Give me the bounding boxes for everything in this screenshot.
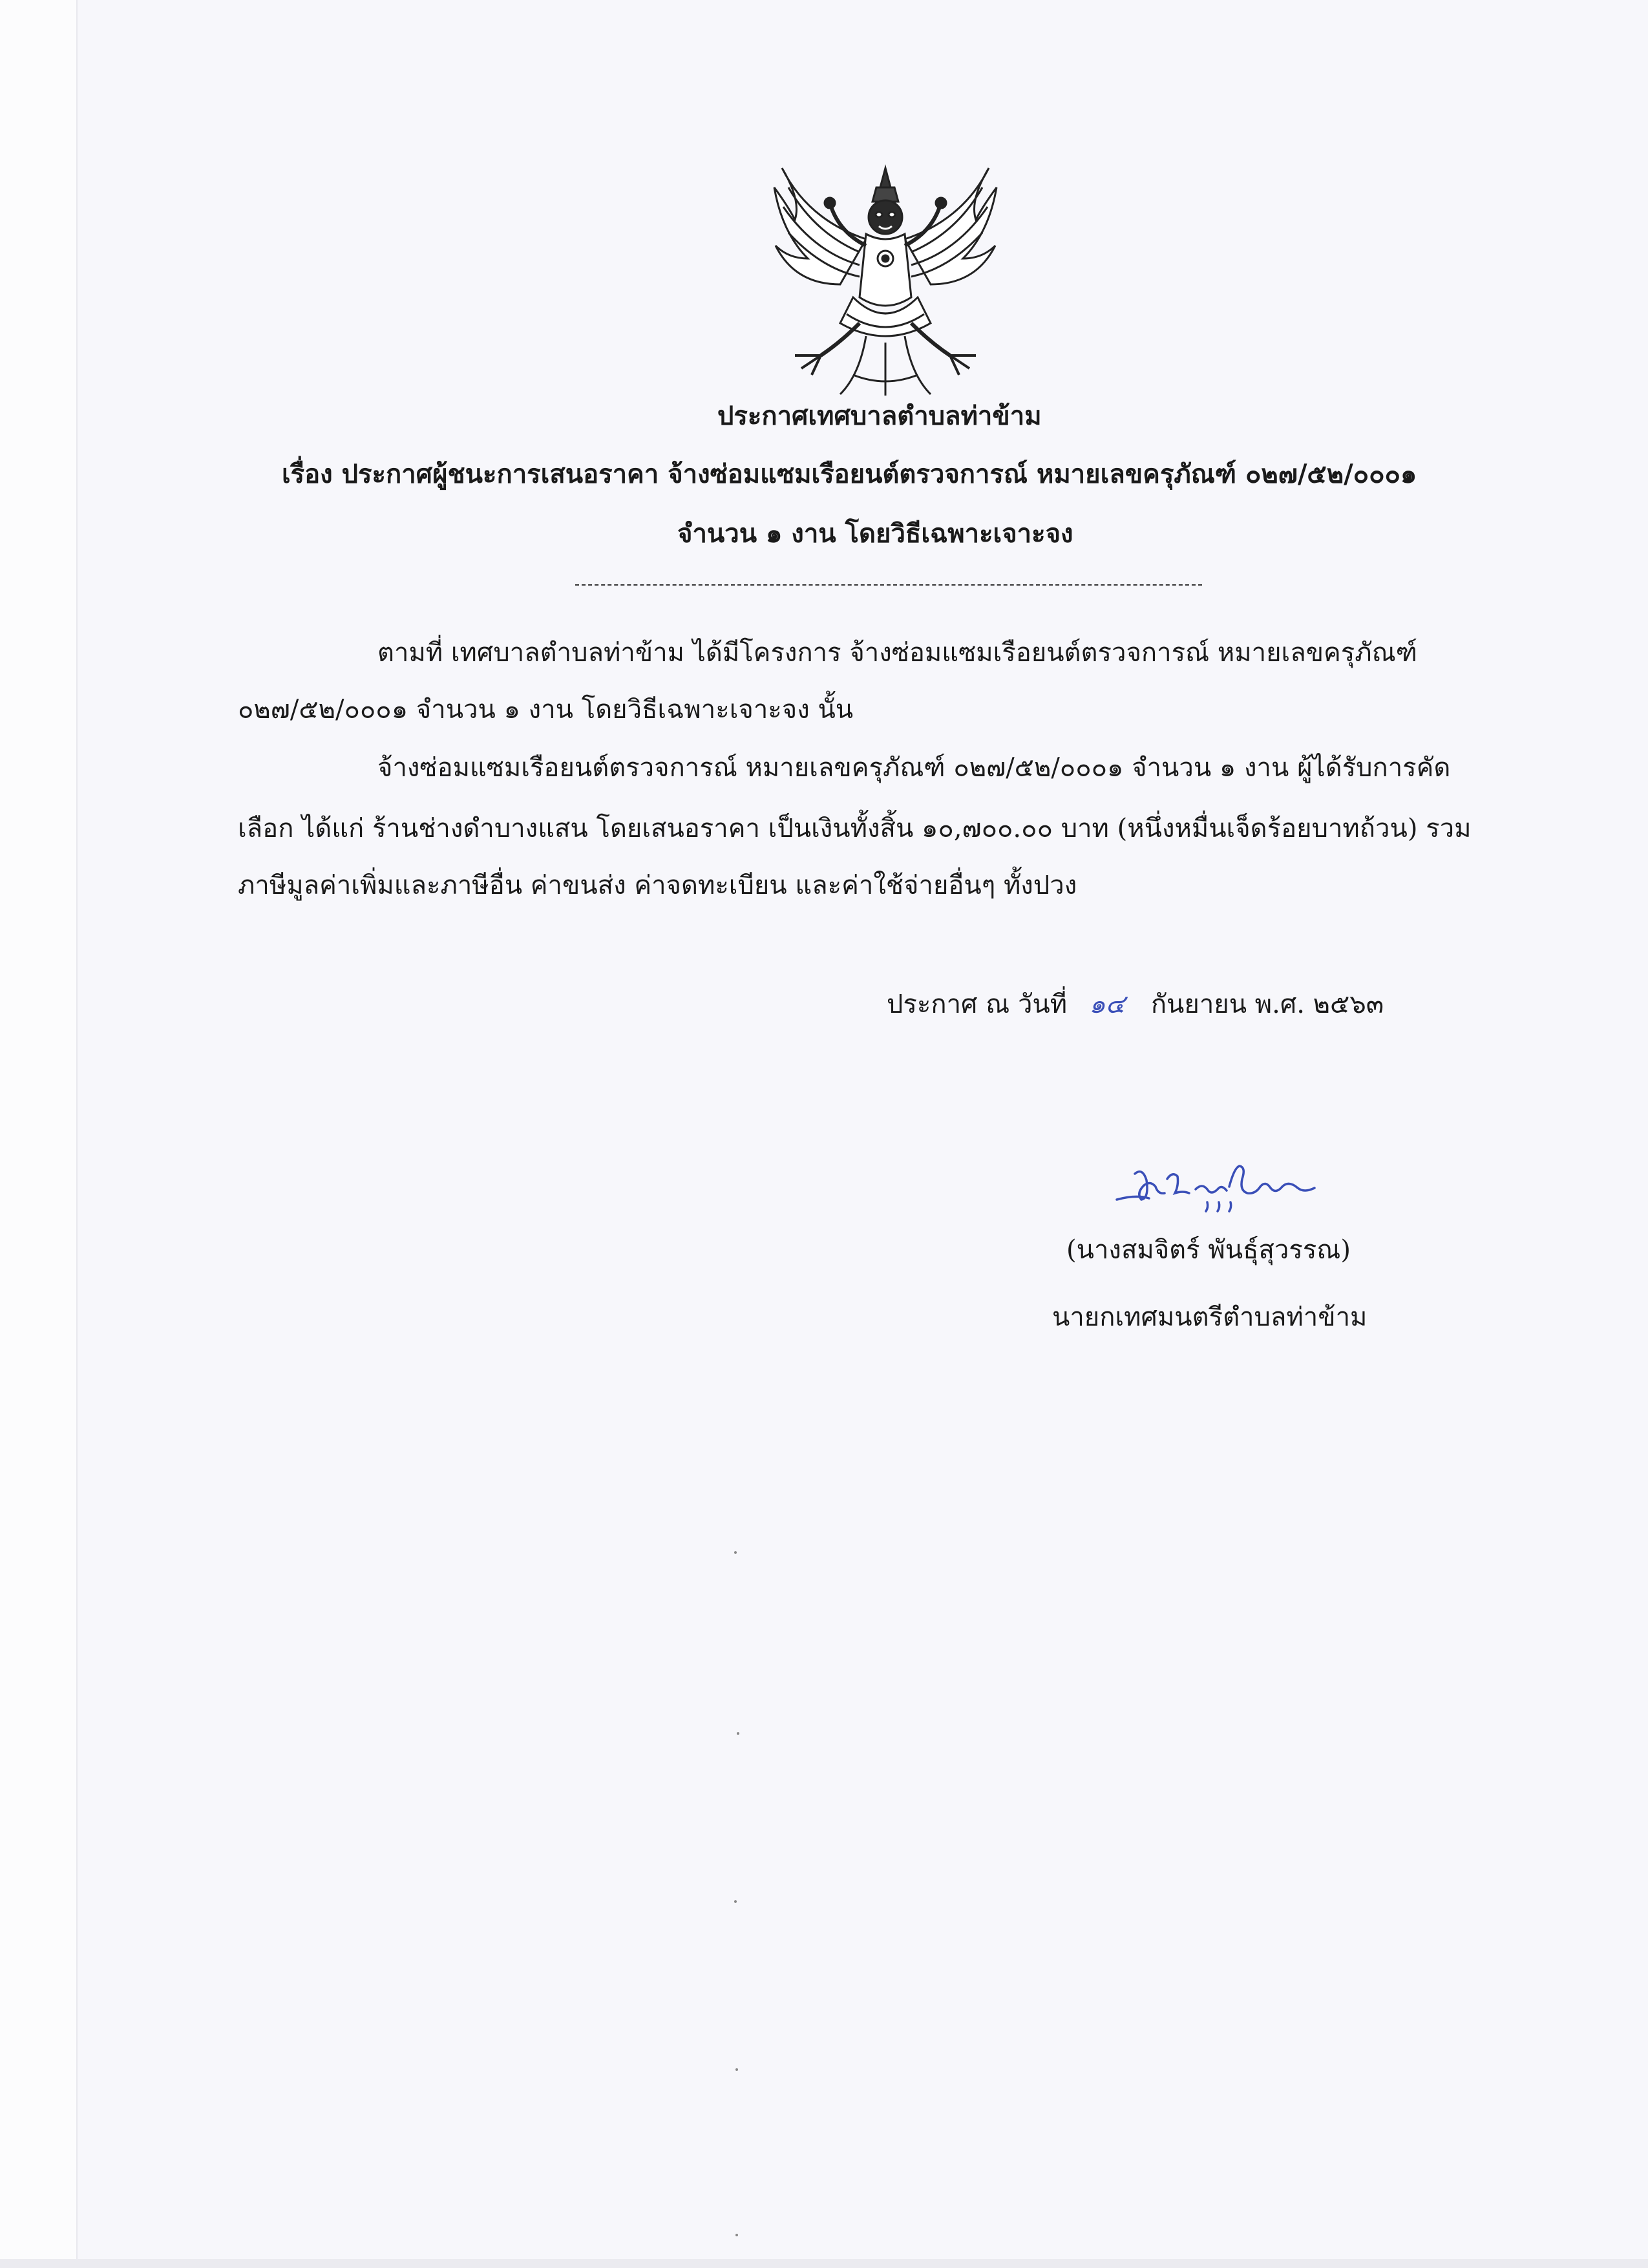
scan-page-edge	[0, 0, 78, 2268]
signatory-name: (นางสมจิตร์ พันธุ์สุวรรณ)	[1066, 1235, 1351, 1265]
paragraph-2-line-3: ภาษีมูลค่าเพิ่มและภาษีอื่น ค่าขนส่ง ค่าจดทะเบียน และค่าใช้จ่ายอื่นๆ ทั้งปวง	[238, 871, 1077, 900]
announcement-date	[887, 986, 1384, 1023]
scan-speck	[735, 2068, 738, 2071]
announcement-title: ประกาศเทศบาลตำบลท่าข้าม	[717, 401, 1042, 431]
garuda-emblem-icon	[769, 162, 1002, 401]
date-day-handwritten: ๑๔	[1089, 990, 1125, 1019]
announcement-subject: เรื่อง ประกาศผู้ชนะการเสนอราคา จ้างซ่อมแซมเรือยนต์ตรวจการณ์ หมายเลขครุภัณฑ์ ๐๒๗/๕๒/๐๐๐๑	[282, 459, 1417, 489]
paragraph-1-line-2: ๐๒๗/๕๒/๐๐๐๑ จำนวน ๑ งาน โดยวิธีเฉพาะเจาะจง นั้น	[238, 695, 854, 725]
scan-bottom-edge	[0, 2259, 1648, 2268]
signature-mark	[1110, 1148, 1321, 1219]
announcement-subject-line2: จำนวน ๑ งาน โดยวิธีเฉพาะเจาะจง	[677, 518, 1073, 549]
header-separator	[575, 584, 1202, 586]
date-prefix: ประกาศ ณ วันที่	[887, 990, 1068, 1019]
scan-speck	[735, 2234, 738, 2236]
paragraph-1-line-1: ตามที่ เทศบาลตำบลท่าข้าม ได้มีโครงการ จ้างซ่อมแซมเรือยนต์ตรวจการณ์ หมายเลขครุภัณฑ์	[377, 638, 1417, 668]
scan-speck	[734, 1900, 737, 1903]
scan-speck	[734, 1551, 737, 1554]
scan-speck	[737, 1732, 739, 1735]
date-month-year: กันยายน พ.ศ. ๒๕๖๓	[1150, 990, 1384, 1019]
signatory-position: นายกเทศมนตรีตำบลท่าข้าม	[1052, 1302, 1368, 1332]
paragraph-2-line-2: เลือก ได้แก่ ร้านช่างดำบางแสน โดยเสนอราคา เป็นเงินทั้งสิ้น ๑๐,๗๐๐.๐๐ บาท (หนึ่งหมื่นเจ็ดร้อยบาทถ้วน) รวม	[238, 814, 1472, 843]
paragraph-2-line-1: จ้างซ่อมแซมเรือยนต์ตรวจการณ์ หมายเลขครุภัณฑ์ ๐๒๗/๕๒/๐๐๐๑ จำนวน ๑ งาน ผู้ได้รับการคัด	[377, 753, 1451, 783]
